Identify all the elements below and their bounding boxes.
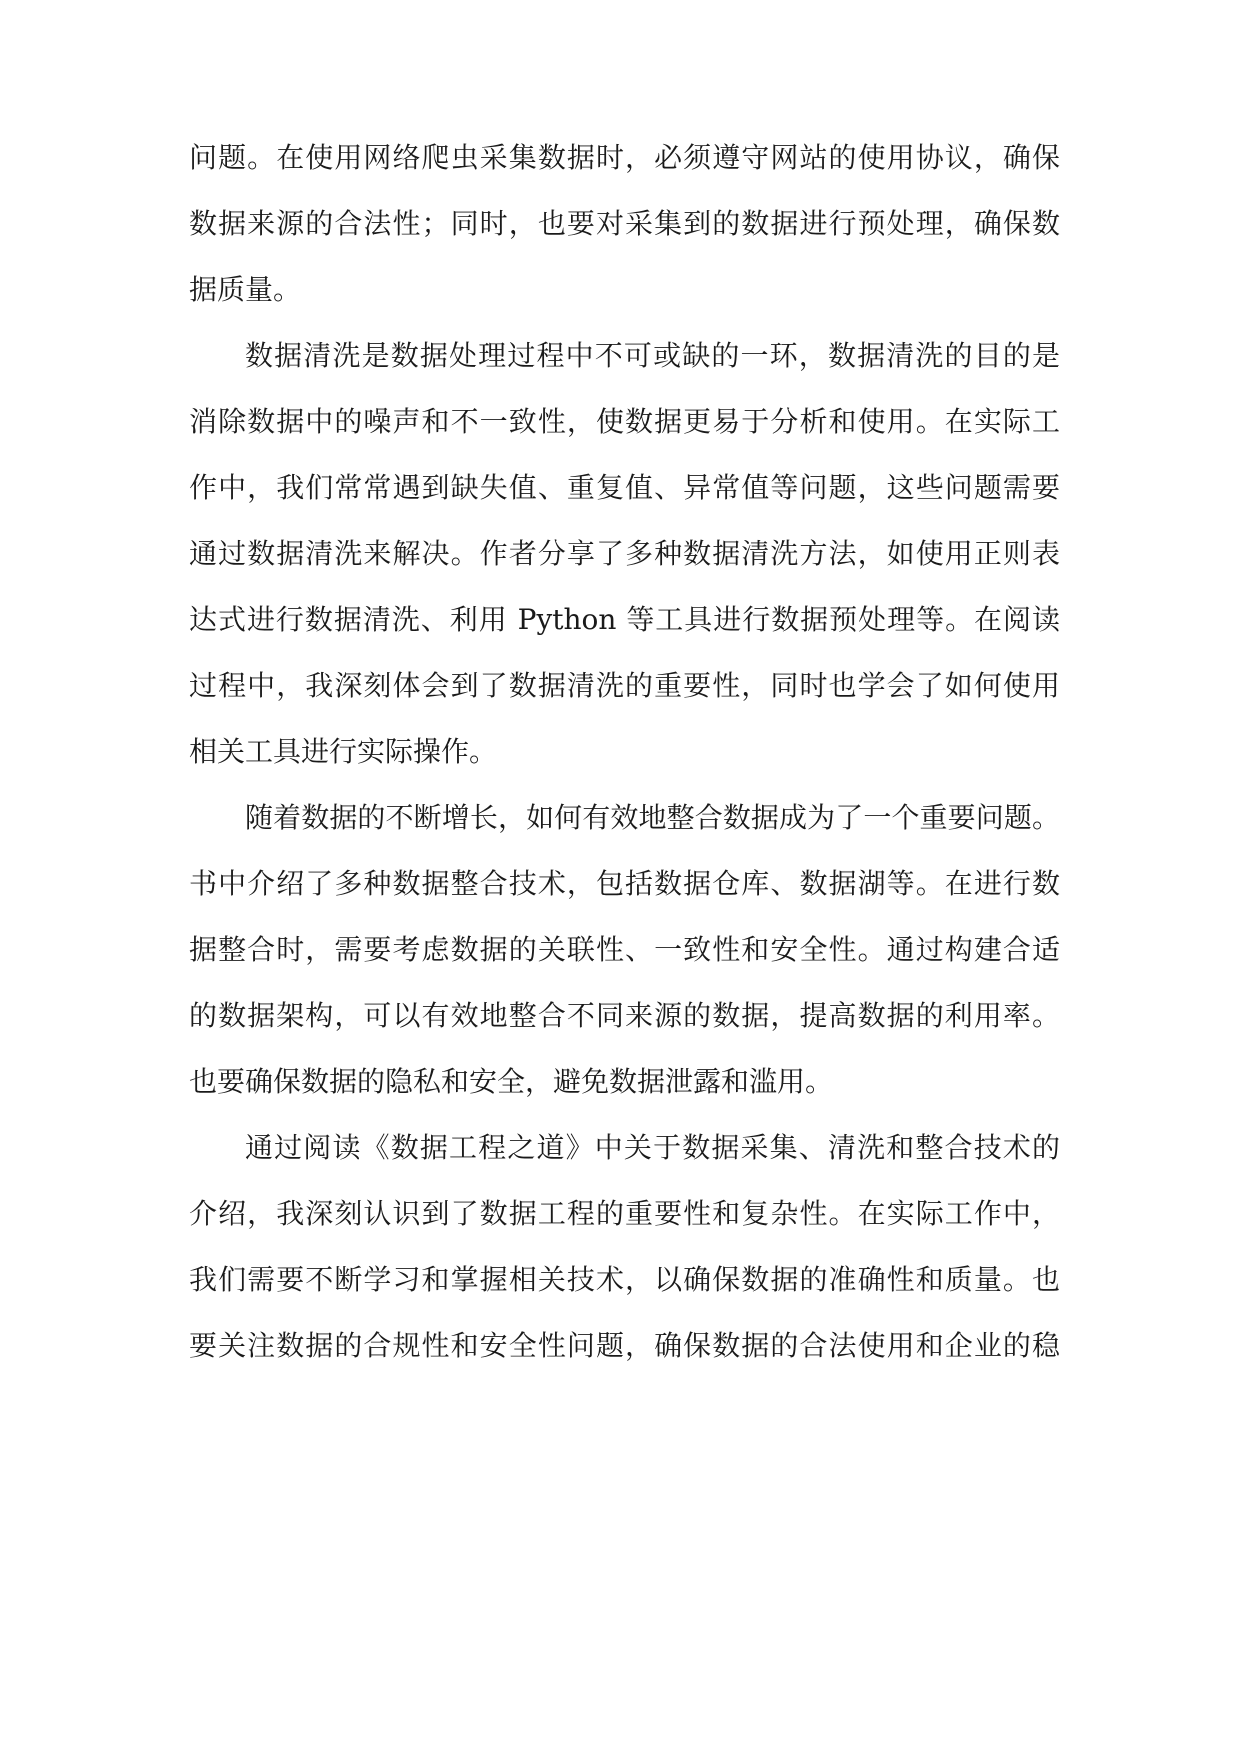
text-line: 据质量。 xyxy=(189,273,302,306)
text-line: 数据来源的合法性；同时，也要对采集到的数据进行预处理，确保数 xyxy=(189,207,1060,240)
text-line: 的数据架构，可以有效地整合不同来源的数据，提高数据的利用率。 xyxy=(189,999,1060,1032)
text-line: 达式进行数据清洗、利用 Python 等工具进行数据预处理等。在阅读 xyxy=(189,603,1060,636)
text-line: 通过数据清洗来解决。作者分享了多种数据清洗方法，如使用正则表 xyxy=(189,537,1060,570)
text-line: 消除数据中的噪声和不一致性，使数据更易于分析和使用。在实际工 xyxy=(189,405,1060,438)
text-line: 也要确保数据的隐私和安全，避免数据泄露和滥用。 xyxy=(189,1065,834,1098)
text-line: 书中介绍了多种数据整合技术，包括数据仓库、数据湖等。在进行数 xyxy=(189,867,1060,900)
text-line: 要关注数据的合规性和安全性问题，确保数据的合法使用和企业的稳 xyxy=(189,1329,1060,1362)
text-line: 据整合时，需要考虑数据的关联性、一致性和安全性。通过构建合适 xyxy=(189,933,1060,966)
paragraph-first-line: 数据清洗是数据处理过程中不可或缺的一环，数据清洗的目的是 xyxy=(245,339,1060,372)
paragraph-first-line: 通过阅读《数据工程之道》中关于数据采集、清洗和整合技术的 xyxy=(245,1131,1060,1164)
text-line: 问题。在使用网络爬虫采集数据时，必须遵守网站的使用协议，确保 xyxy=(189,141,1060,174)
paragraph-first-line: 随着数据的不断增长，如何有效地整合数据成为了一个重要问题。 xyxy=(245,801,1060,834)
text-line: 我们需要不断学习和掌握相关技术，以确保数据的准确性和质量。也 xyxy=(189,1263,1060,1296)
text-line: 相关工具进行实际操作。 xyxy=(189,735,498,768)
text-line: 介绍，我深刻认识到了数据工程的重要性和复杂性。在实际工作中， xyxy=(189,1197,1060,1230)
text-line: 过程中，我深刻体会到了数据清洗的重要性，同时也学会了如何使用 xyxy=(189,669,1060,702)
text-line: 作中，我们常常遇到缺失值、重复值、异常值等问题，这些问题需要 xyxy=(189,471,1060,504)
